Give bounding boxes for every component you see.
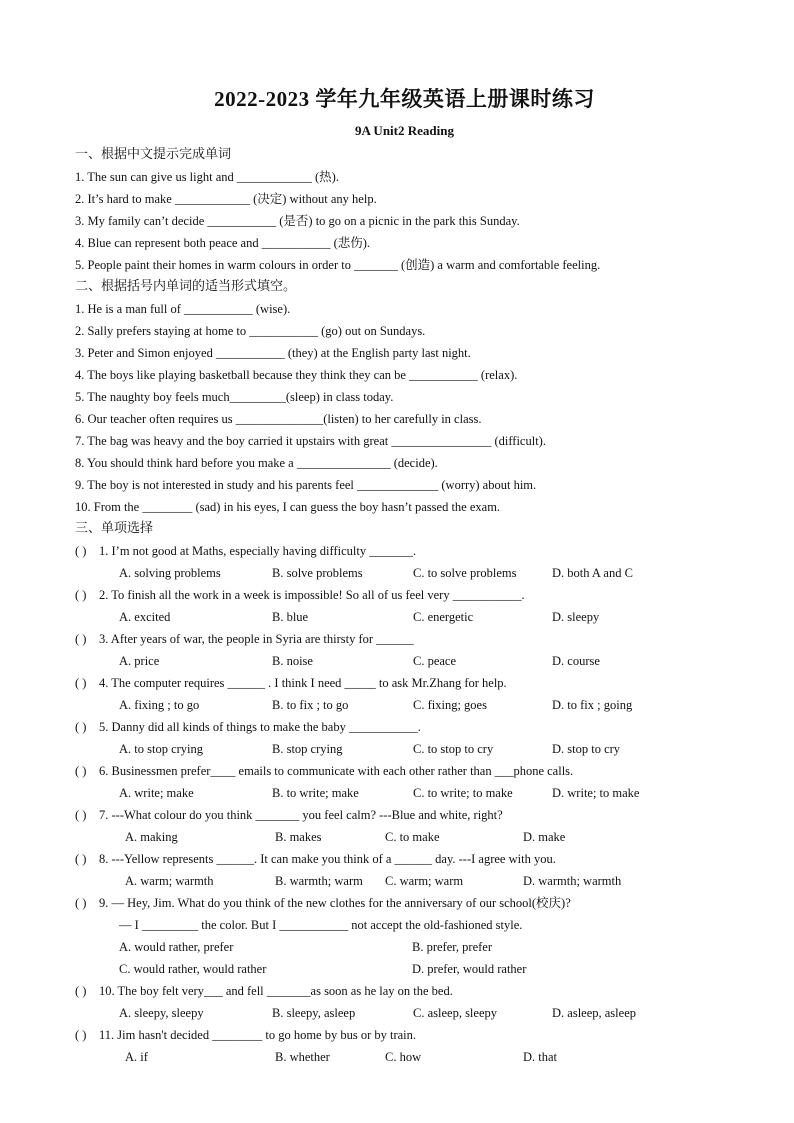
option-c: C. to make xyxy=(385,830,440,844)
list-item: 7. The bag was heavy and the boy carried it upstairs with great ________________ (difficult). xyxy=(75,434,546,448)
option-b: B. blue xyxy=(272,610,309,624)
option-d: D. make xyxy=(523,830,566,844)
list-item: 4. The boys like playing basketball because they think they can be ___________ (relax). xyxy=(75,368,518,382)
question-11-options xyxy=(75,1046,734,1068)
option-b: B. prefer, prefer xyxy=(412,940,493,954)
option-b: B. to write; make xyxy=(272,786,359,800)
list-item: 2. Sally prefers staying at home to ___________ (go) out on Sundays. xyxy=(75,324,426,338)
option-a: A. making xyxy=(125,830,178,844)
option-d: D. write; to make xyxy=(552,786,640,800)
answer-paren: ( ) xyxy=(75,896,87,910)
question-3 xyxy=(75,628,734,650)
answer-paren: ( ) xyxy=(75,808,87,822)
option-a: A. sleepy, sleepy xyxy=(119,1006,204,1020)
page-title: 2022-2023 学年九年级英语上册课时练习 xyxy=(214,87,595,111)
option-b: B. warmth; warm xyxy=(275,874,363,888)
list-item: 4. Blue can represent both peace and ___________ (悲伤). xyxy=(75,236,371,250)
answer-paren: ( ) xyxy=(75,588,87,602)
page-subtitle: 9A Unit2 Reading xyxy=(355,123,454,138)
answer-paren: ( ) xyxy=(75,852,87,866)
answer-paren: ( ) xyxy=(75,1028,87,1042)
option-a: A. warm; warmth xyxy=(125,874,214,888)
section1-heading: 一、根据中文提示完成单词 xyxy=(75,147,232,162)
option-a: A. write; make xyxy=(119,786,194,800)
answer-paren: ( ) xyxy=(75,676,87,690)
answer-paren: ( ) xyxy=(75,544,87,558)
question-3-options xyxy=(75,650,734,672)
question-4 xyxy=(75,672,734,694)
option-c: C. to stop to cry xyxy=(413,742,494,756)
question-text: 1. I’m not good at Maths, especially having difficulty _______. xyxy=(99,544,417,558)
question-9-dialogue: — I _________ the color. But I ___________ not accept the old-fashioned style. xyxy=(119,918,523,932)
section2-heading: 二、根据括号内单词的适当形式填空。 xyxy=(75,279,297,294)
option-c: C. to write; to make xyxy=(413,786,513,800)
option-d: D. to fix ; going xyxy=(552,698,633,712)
list-item: 2. It’s hard to make ____________ (决定) without any help. xyxy=(75,192,377,206)
question-8-options xyxy=(75,870,734,892)
question-5 xyxy=(75,716,734,738)
question-6 xyxy=(75,760,734,782)
option-c: C. fixing; goes xyxy=(413,698,487,712)
option-b: B. solve problems xyxy=(272,566,363,580)
option-d: D. that xyxy=(523,1050,558,1064)
list-item: 9. The boy is not interested in study and his parents feel _____________ (worry) about him. xyxy=(75,478,537,492)
list-item: 3. My family can’t decide ___________ (是否) to go on a picnic in the park this Sunday. xyxy=(75,214,520,228)
option-a: A. to stop crying xyxy=(119,742,204,756)
question-text: 6. Businessmen prefer____ emails to communicate with each other rather than ___phone calls. xyxy=(99,764,574,778)
question-text: 2. To finish all the work in a week is impossible! So all of us feel very ___________. xyxy=(99,588,525,602)
question-8 xyxy=(75,848,734,870)
option-a: A. fixing ; to go xyxy=(119,698,200,712)
question-text: 9. — Hey, Jim. What do you think of the new clothes for the anniversary of our school(校庆)? xyxy=(99,896,571,910)
option-d: D. stop to cry xyxy=(552,742,621,756)
option-a: A. if xyxy=(125,1050,148,1064)
question-2 xyxy=(75,584,734,606)
question-9-options-ab xyxy=(75,936,734,958)
option-c: C. how xyxy=(385,1050,422,1064)
list-item: 8. You should think hard before you make a _______________ (decide). xyxy=(75,456,438,470)
section3-heading: 三、单项选择 xyxy=(75,521,154,536)
question-1-options xyxy=(75,562,734,584)
option-c: C. energetic xyxy=(413,610,474,624)
question-1 xyxy=(75,540,734,562)
question-9 xyxy=(75,892,734,914)
option-d: D. both A and C xyxy=(552,566,633,580)
answer-paren: ( ) xyxy=(75,720,87,734)
option-c: C. to solve problems xyxy=(413,566,517,580)
option-d: D. course xyxy=(552,654,600,668)
question-9-options-cd xyxy=(75,958,734,980)
question-11 xyxy=(75,1024,734,1046)
answer-paren: ( ) xyxy=(75,764,87,778)
question-2-options xyxy=(75,606,734,628)
question-6-options xyxy=(75,782,734,804)
list-item: 3. Peter and Simon enjoyed ___________ (they) at the English party last night. xyxy=(75,346,471,360)
question-10-options xyxy=(75,1002,734,1024)
section3-list xyxy=(75,540,734,1068)
option-d: D. prefer, would rather xyxy=(412,962,527,976)
list-item: 5. People paint their homes in warm colours in order to _______ (创造) a warm and comfortable feeling. xyxy=(75,258,601,272)
option-a: A. would rather, prefer xyxy=(119,940,234,954)
question-5-options xyxy=(75,738,734,760)
list-item: 10. From the ________ (sad) in his eyes, I can guess the boy hasn’t passed the exam. xyxy=(75,500,501,514)
option-a: A. price xyxy=(119,654,160,668)
list-item: 1. The sun can give us light and ____________ (热). xyxy=(75,170,339,184)
question-text: 4. The computer requires ______ . I think I need _____ to ask Mr.Zhang for help. xyxy=(99,676,507,690)
option-a: A. excited xyxy=(119,610,171,624)
question-text: 11. Jim hasn't decided ________ to go home by bus or by train. xyxy=(99,1028,417,1042)
option-c: C. peace xyxy=(413,654,457,668)
option-b: B. sleepy, asleep xyxy=(272,1006,356,1020)
option-b: B. stop crying xyxy=(272,742,343,756)
list-item: 5. The naughty boy feels much_________(sleep) in class today. xyxy=(75,390,394,404)
question-text: 8. ---Yellow represents ______. It can make you think of a ______ day. ---I agree with you. xyxy=(99,852,556,866)
option-b: B. makes xyxy=(275,830,322,844)
question-7 xyxy=(75,804,734,826)
answer-paren: ( ) xyxy=(75,984,87,998)
question-text: 7. ---What colour do you think _______ you feel calm? ---Blue and white, right? xyxy=(99,808,503,822)
list-item: 6. Our teacher often requires us ______________(listen) to her carefully in class. xyxy=(75,412,482,426)
question-text: 3. After years of war, the people in Syria are thirsty for ______ xyxy=(99,632,414,646)
option-d: D. sleepy xyxy=(552,610,600,624)
question-text: 10. The boy felt very___ and fell _______as soon as he lay on the bed. xyxy=(99,984,453,998)
question-4-options xyxy=(75,694,734,716)
option-d: D. warmth; warmth xyxy=(523,874,622,888)
section1-list xyxy=(75,166,734,276)
option-d: D. asleep, asleep xyxy=(552,1006,636,1020)
option-c: C. would rather, would rather xyxy=(119,962,267,976)
option-b: B. noise xyxy=(272,654,313,668)
question-7-options xyxy=(75,826,734,848)
section2-list xyxy=(75,298,734,518)
option-a: A. solving problems xyxy=(119,566,221,580)
answer-paren: ( ) xyxy=(75,632,87,646)
list-item: 1. He is a man full of ___________ (wise). xyxy=(75,302,291,316)
option-b: B. to fix ; to go xyxy=(272,698,349,712)
question-10 xyxy=(75,980,734,1002)
option-b: B. whether xyxy=(275,1050,330,1064)
option-c: C. warm; warm xyxy=(385,874,464,888)
question-text: 5. Danny did all kinds of things to make the baby ___________. xyxy=(99,720,421,734)
option-c: C. asleep, sleepy xyxy=(413,1006,498,1020)
